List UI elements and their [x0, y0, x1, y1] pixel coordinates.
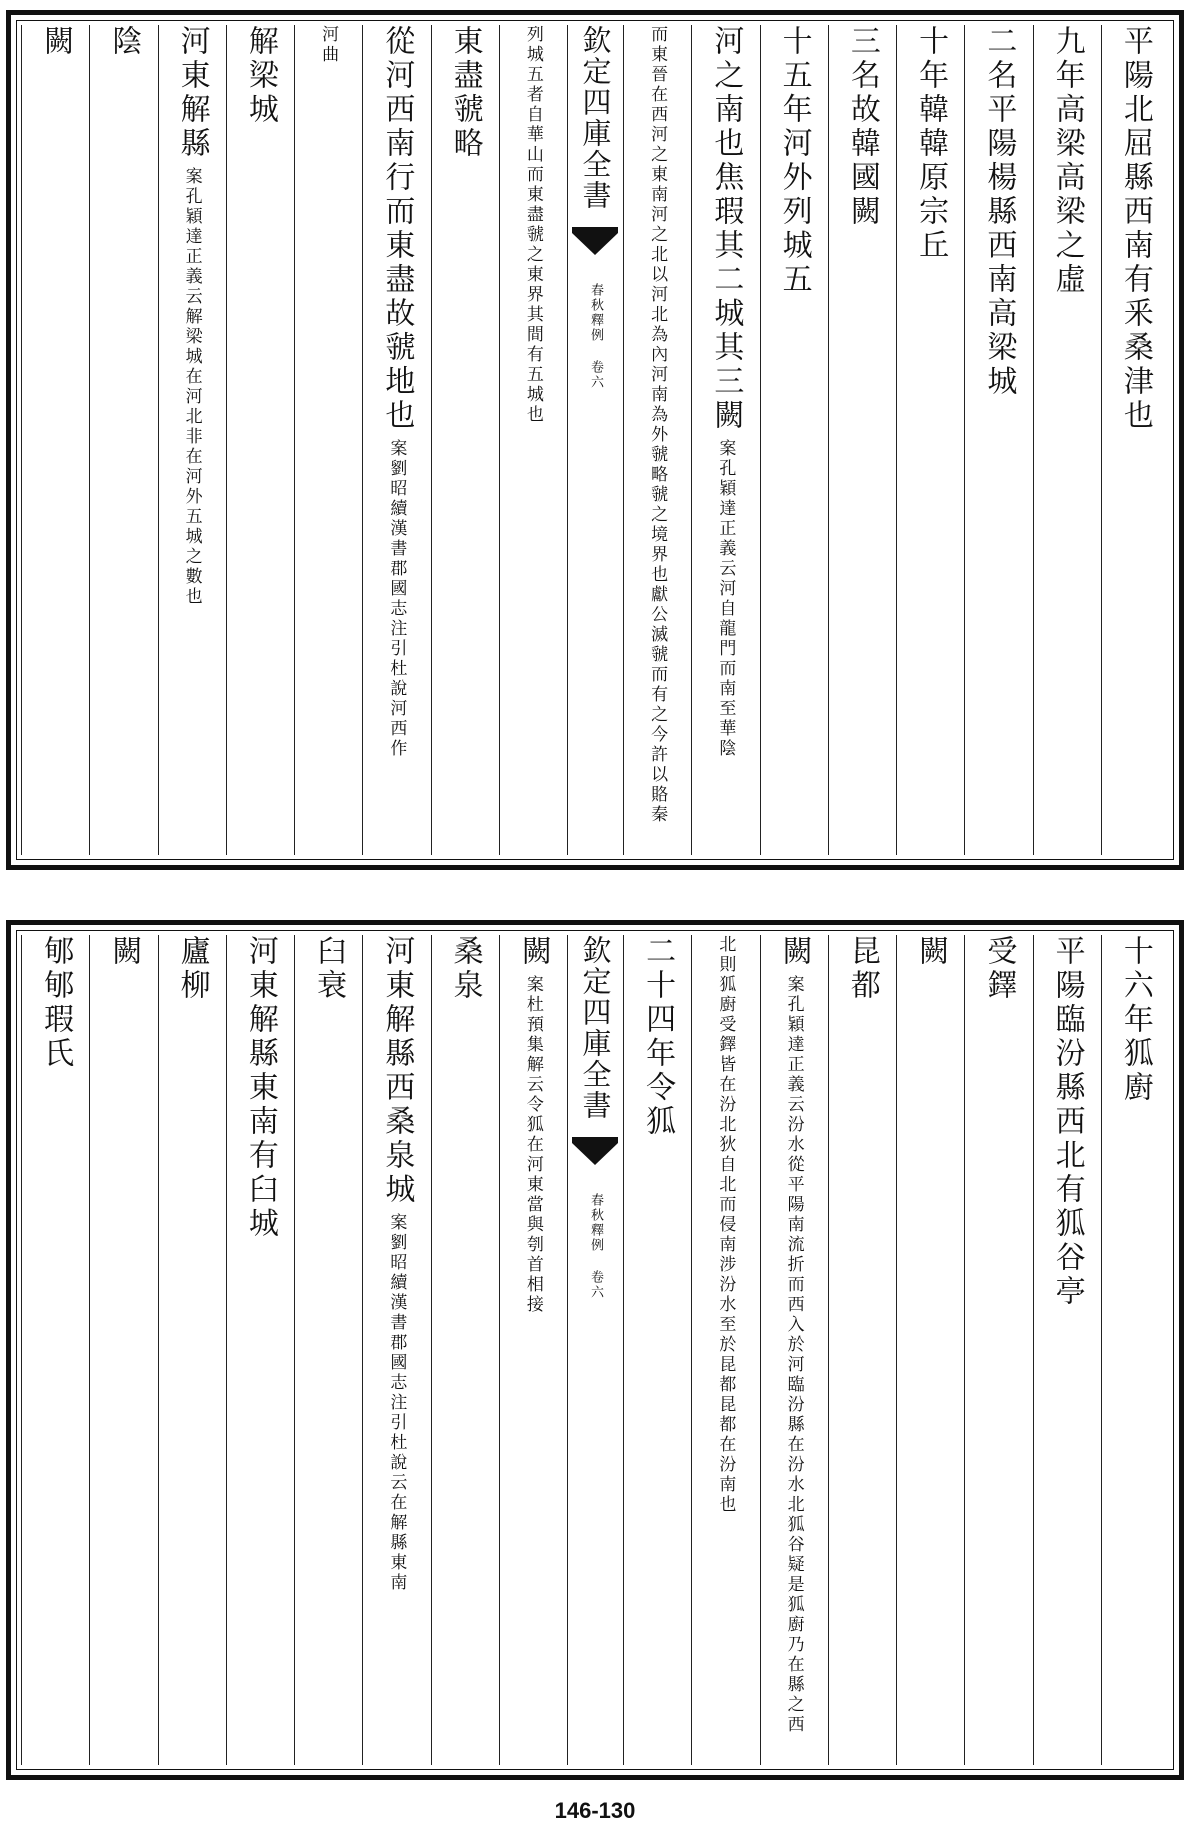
column-rule [964, 935, 965, 1765]
annotation-text: 北則狐廚受鐸皆在汾北狄自北而侵南涉汾水至於昆都昆都在汾南也 [715, 935, 736, 1515]
bottom-column [21, 935, 89, 1765]
top-column [623, 25, 691, 855]
column-rule [1101, 25, 1102, 855]
column-rule [21, 25, 22, 855]
bottom-column [691, 935, 759, 1765]
column-rule [158, 25, 159, 855]
main-text: 從河西南行而東盡故虢地也 [379, 25, 415, 433]
annotation-text: 案杜預集解云令狐在河東當與刳首相接 [522, 975, 543, 1315]
column-rule [691, 935, 692, 1765]
column-rule [431, 25, 432, 855]
top-column [89, 25, 157, 855]
top-column [499, 25, 567, 855]
column-rule [1033, 935, 1034, 1765]
main-text: 九年高梁高梁之虛 [1049, 25, 1085, 297]
bottom-column [294, 935, 362, 1765]
annotation-text: 列城五者自華山而東盡虢之東界其間有五城也 [522, 25, 543, 425]
top-column [1101, 25, 1169, 855]
column-rule [567, 25, 568, 855]
bottom-column [964, 935, 1032, 1765]
banner-volume: 春秋釋例 卷六 [588, 283, 603, 390]
main-text: 平陽臨汾縣西北有狐谷亭 [1049, 935, 1085, 1309]
main-text: 昆都 [844, 935, 880, 1003]
bottom-column [1101, 935, 1169, 1765]
main-text: 十六年狐廚 [1117, 935, 1153, 1105]
page-number: 146-130 [554, 1798, 636, 1823]
column-rule [226, 25, 227, 855]
top-column [362, 25, 430, 855]
column-rule [362, 935, 363, 1765]
column-rule [362, 25, 363, 855]
top-column [828, 25, 896, 855]
top-column [760, 25, 828, 855]
top-column [691, 25, 759, 855]
column-rule [896, 25, 897, 855]
top-column [896, 25, 964, 855]
main-text: 河東解縣西桑泉城 [379, 935, 415, 1207]
column-rule [226, 935, 227, 1765]
main-text: 廬柳 [174, 935, 210, 1003]
bottom-column [89, 935, 157, 1765]
main-text: 二十四年令狐 [640, 935, 676, 1139]
column-rule [896, 935, 897, 1765]
column-rule [1101, 935, 1102, 1765]
top-column [1033, 25, 1101, 855]
top-page-frame [6, 10, 1184, 870]
banner-volume: 春秋釋例 卷六 [588, 1193, 603, 1300]
main-text: 東盡虢略 [447, 25, 483, 161]
main-text: 二名平陽楊縣西南高梁城 [981, 25, 1017, 399]
main-text: 臼衰 [311, 935, 347, 1003]
main-text: 陰 [106, 25, 142, 59]
top-banner [567, 25, 623, 855]
fish-tail-icon [572, 1137, 618, 1167]
column-rule [828, 25, 829, 855]
top-column [964, 25, 1032, 855]
bottom-column [896, 935, 964, 1765]
bottom-column [431, 935, 499, 1765]
main-text: 河之南也焦瑕其二城其三闕 [708, 25, 744, 433]
top-column [431, 25, 499, 855]
column-rule [89, 935, 90, 1765]
banner-title: 欽定四庫全書 [578, 935, 613, 1121]
column-rule [499, 935, 500, 1765]
main-text: 十年韓韓原宗丘 [913, 25, 949, 263]
main-text: 解梁城 [242, 25, 278, 127]
main-text: 河東解縣 [174, 25, 210, 161]
bottom-column [1033, 935, 1101, 1765]
column-rule [760, 935, 761, 1765]
column-rule [1033, 25, 1034, 855]
bottom-column [623, 935, 691, 1765]
bottom-column [362, 935, 430, 1765]
top-column [21, 25, 89, 855]
column-rule [499, 25, 500, 855]
bottom-column [226, 935, 294, 1765]
main-text: 平陽北屈縣西南有釆桑津也 [1117, 25, 1153, 433]
annotation-text: 而東晉在西河之東南河之北以河北為內河南為外虢略虢之境界也獻公滅虢而有之今許以賂秦 [647, 25, 668, 825]
main-text: 受鐸 [981, 935, 1017, 1003]
annotation-text: 案劉昭續漢書郡國志注引杜說河西作 [386, 439, 407, 759]
bottom-banner [567, 935, 623, 1765]
main-text: 闕 [106, 935, 142, 969]
main-text: 闕 [38, 25, 74, 59]
column-rule [294, 935, 295, 1765]
bottom-column [499, 935, 567, 1765]
column-rule [691, 25, 692, 855]
annotation-text: 案劉昭續漢書郡國志注引杜說云在解縣東南 [386, 1213, 407, 1593]
fish-tail-icon [572, 227, 618, 257]
column-rule [158, 935, 159, 1765]
main-text: 闕 [776, 935, 812, 969]
column-rule [567, 935, 568, 1765]
annotation-text: 河曲 [318, 25, 339, 65]
column-rule [431, 935, 432, 1765]
bottom-column [828, 935, 896, 1765]
main-text: 十五年河外列城五 [776, 25, 812, 297]
top-column [158, 25, 226, 855]
main-text: 三名故韓國闕 [844, 25, 880, 229]
column-rule [21, 935, 22, 1765]
main-text: 郇郇瑕氏 [38, 935, 74, 1071]
annotation-text: 案孔穎達正義云汾水從平陽南流折而西入於河臨汾縣在汾水北狐谷疑是狐廚乃在縣之西 [783, 975, 804, 1735]
column-rule [294, 25, 295, 855]
main-text: 闕 [515, 935, 551, 969]
bottom-page-frame [6, 920, 1184, 1780]
column-rule [89, 25, 90, 855]
top-column [294, 25, 362, 855]
annotation-text: 案孔穎達正義云解梁城在河北非在河外五城之數也 [181, 167, 202, 607]
column-rule [964, 25, 965, 855]
main-text: 桑泉 [447, 935, 483, 1003]
annotation-text: 案孔穎達正義云河自龍門而南至華陰 [715, 439, 736, 759]
column-rule [623, 25, 624, 855]
column-rule [760, 25, 761, 855]
bottom-column [760, 935, 828, 1765]
main-text: 河東解縣東南有臼城 [242, 935, 278, 1241]
column-rule [828, 935, 829, 1765]
top-column [226, 25, 294, 855]
main-text: 闕 [913, 935, 949, 969]
bottom-column [158, 935, 226, 1765]
column-rule [623, 935, 624, 1765]
banner-title: 欽定四庫全書 [578, 25, 613, 211]
